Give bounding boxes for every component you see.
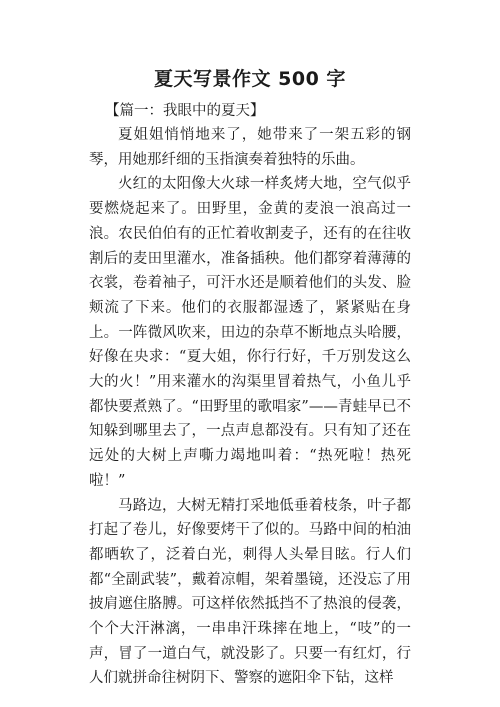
paragraph-3: 马路边，大树无精打采地低垂着枝条，叶子都打起了卷儿，好像要烤干了似的。马路中间的柏油都晒软了，泛着白光，刺得人头晕目眩。行人们都“全副武装”，戴着凉帽，架着墨镜，还没忘了用披肩遮住胳膊。可这样依然抵挡不了热浪的侵袭，个个大汗淋漓，一串串汗珠摔在地上，“吱”的一声，冒了一道白气，就没影了。只要一有红灯，行人们就拼命往树阴下、警察的遮阳伞下钻，这样: [89, 497, 411, 687]
paragraph-2: 火红的太阳像大火球一样炙烤大地，空气似乎要燃烧起来了。田野里，金黄的麦浪一浪高过一浪。农民伯伯有的正忙着收割麦子，还有的在往收割后的麦田里灌水，准备插秧。他们都穿着薄薄的衣裳，卷着袖子，可汗水还是顺着他们的头发、脸颊流了下来。他们的衣服都湿透了，紧紧贴在身上。一阵微风吹来，田边的杂草不断地点头哈腰，好像在央求：“夏大姐，你行行好，千万别发这么大的火！”用来灌水的沟渠里冒着热气，小鱼儿乎都快要煮熟了。“田野里的歌唱家”——青蛙早已不知躲到哪里去了，一点声息都没有。只有知了还在远处的大树上声嘶力竭地叫着：“热死啦！热死啦！”: [89, 176, 411, 489]
document-title: 夏天写景作文 500 字: [154, 68, 346, 90]
paragraph-1: 夏姐姐悄悄地来了，她带来了一架五彩的钢琴，用她那纤细的玉指演奏着独特的乐曲。: [89, 127, 411, 168]
document-body: [89, 123, 411, 691]
section-heading: 【篇一：我眼中的夏天】: [105, 103, 265, 119]
